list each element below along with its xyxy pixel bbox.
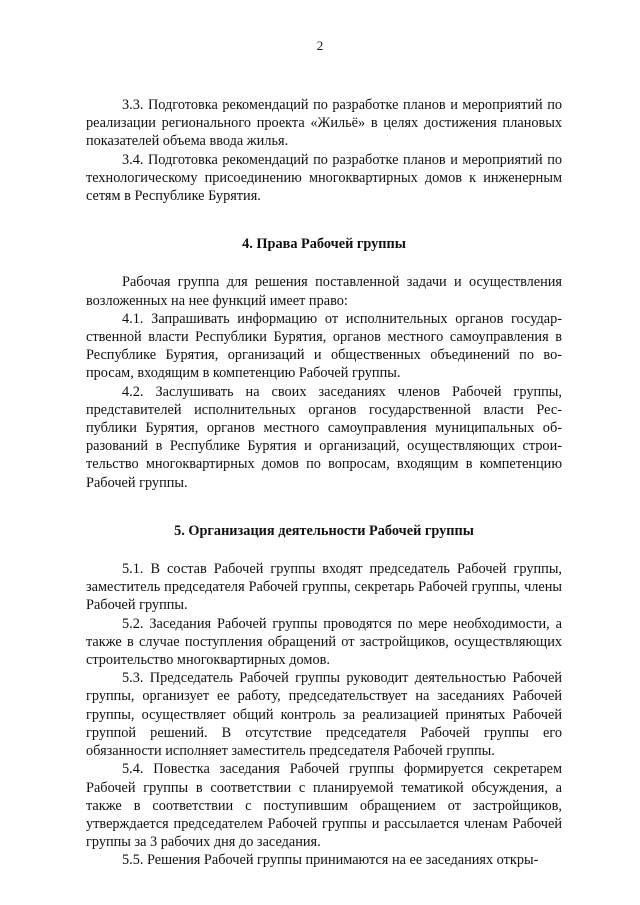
paragraph-5-1: 5.1. В состав Рабочей группы входят председатель Рабочей группы, заместитель председателя Рабочей группы, секретарь Рабочей группы, члены Рабочей группы. bbox=[86, 561, 562, 614]
paragraph-5-4: 5.4. Повестка заседания Рабочей группы формируется секретарем Рабочей группы в соответствии с планируемой тематикой обсуждения, а также в соответствии с поступившим обращением от застройщиков, утверждается председателем Рабочей группы и рассылается членам Рабочей группы за 3 рабочих дня до заседания. bbox=[86, 761, 562, 851]
paragraph-5-5: 5.5. Решения Рабочей группы принимаются на ее заседаниях откры- bbox=[122, 852, 539, 869]
paragraph-3-3: 3.3. Подготовка рекомендаций по разработке планов и мероприятий по реализации регионального проекта «Жильё» в целях достижения плановых показателей объема ввода жилья. bbox=[86, 97, 562, 150]
spacer bbox=[86, 540, 562, 560]
section-4-heading: 4. Права Рабочей группы bbox=[242, 236, 406, 253]
spacer bbox=[86, 492, 562, 522]
page-number: 2 bbox=[316, 38, 324, 53]
paragraph-5-2: 5.2. Заседания Рабочей группы проводятся по мере необходимости, а также в случае поступления обращений от застройщиков, осуществляющих строительство многоквартирных домов. bbox=[86, 615, 562, 669]
spacer bbox=[86, 205, 562, 235]
paragraph-4-1: 4.1. Запрашивать информацию от исполнительных органов государственной власти Республики Бурятия, органов местного самоуправления в Республике Бурятия, организаций и общественных объединений по вопросам, входящим в компетенцию Рабочей группы. bbox=[86, 310, 562, 382]
paragraph-4-intro: Рабочая группа для решения поставленной задачи и осуществления возложенных на нее функций имеет право: bbox=[86, 274, 562, 309]
spacer bbox=[86, 253, 562, 273]
paragraph-4-2: 4.2. Заслушивать на своих заседаниях членов Рабочей группы, представителей исполнительных органов государственной власти Республики Бурятия, органов местного самоуправления муниципальных образований в Республике Бурятия и организаций, осуществляющих строительство многоквартирных домов по вопросам, входящим в компетенцию Рабочей группы. bbox=[86, 383, 562, 491]
paragraph-5-3: 5.3. Председатель Рабочей группы руководит деятельностью Рабочей группы, организует ее работу, председательствует на заседаниях Рабочей группы, осуществляет общий контроль за реализацией принятых Рабочей группой решений. В отсутствие председателя Рабочей группы его обязанности исполняет заместитель председателя Рабочей группы. bbox=[86, 670, 562, 760]
document-body bbox=[86, 96, 562, 870]
paragraph-3-4: 3.4. Подготовка рекомендаций по разработке планов и мероприятий по технологическому присоединению многоквартирных домов к инженерным сетям в Республике Бурятия. bbox=[86, 151, 562, 205]
section-5-heading: 5. Организация деятельности Рабочей группы bbox=[174, 522, 474, 539]
